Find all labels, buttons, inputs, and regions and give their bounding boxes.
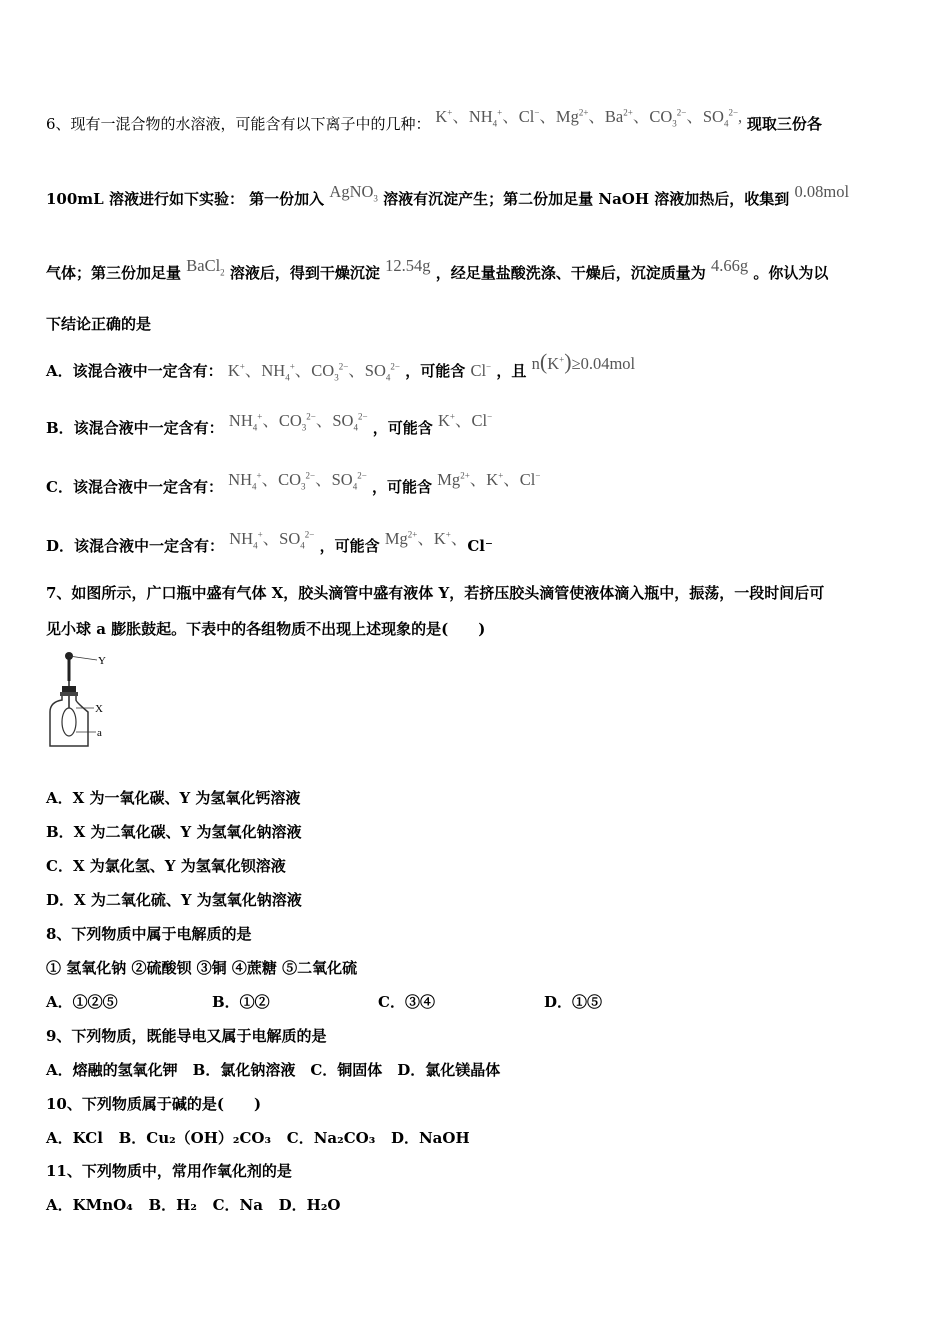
formula-opt-c-ions: $NH_4^+$、$CO_3^{2-}$、$SO_4^{2-}$ — [228, 470, 367, 492]
q6-option-c: C．该混合液中一定含有： $NH_4^+$、$CO_3^{2-}$、$SO_4^{2-}$ ，可能含 $Mg^{2+}$、K+、Cl− — [46, 470, 541, 496]
apparatus-figure — [42, 650, 122, 750]
q7-line-1: 7、如图所示，广口瓶中盛有气体 X，胶头滴管中盛有液体 Y，若挤压胶头滴管使液体滴入瓶中，振荡，一段时间后可 — [46, 584, 825, 602]
formula-cl: Cl− — [470, 361, 492, 380]
q8-items: ① 氢氧化钠 ②硫酸钡 ③铜 ④蔗糖 ⑤二氧化硫 — [46, 959, 358, 977]
formula-agno3: AgNO$_3$ — [329, 182, 378, 204]
q7-option-c: C．X 为氯化氢、Y 为氢氧化钡溶液 — [46, 857, 286, 875]
formula-n-k: n(K+) — [531, 349, 572, 374]
q6-line-1: 6、现有一混合物的水溶液，可能含有以下离子中的几种： K+、$NH_4^+$、Cl−、$Mg^{2+}$、$Ba^{2+}$、$CO_3^{2-}$、$SO_4^{2-}$, 现取三份各 — [46, 107, 822, 133]
q7-option-b: B．X 为二氧化碳、Y 为氢氧化钠溶液 — [46, 823, 302, 841]
formula-opt-b-possible: K+、Cl− — [438, 411, 493, 430]
q8-options: A．①②⑤ B．①② C．③④ D．①⑤ — [46, 993, 603, 1011]
mass-precipitate-1: 12.54g — [385, 256, 431, 275]
figure-label-y: Y — [98, 655, 106, 667]
q10-stem: 10、下列物质属于碱的是( ) — [46, 1095, 262, 1113]
q6-option-a: A．该混合液中一定含有： K+、$NH_4^+$、$CO_3^{2-}$、$SO_4^{2-}$ ，可能含 Cl− ，且 n(K+)≥0.04mol — [46, 349, 636, 383]
formula-opt-b-ions: $NH_4^+$、$CO_3^{2-}$、$SO_4^{2-}$ — [228, 411, 368, 433]
q9-options: A．熔融的氢氧化钾 B．氯化钠溶液 C．铜固体 D．氯化镁晶体 — [46, 1061, 501, 1079]
q7-option-d: D．X 为二氧化硫、Y 为氢氧化钠溶液 — [46, 891, 302, 909]
inequality: ≥0.04mol — [571, 354, 636, 373]
formula-opt-d-possible: $Mg^{2+}$、K+、 — [384, 529, 468, 548]
figure-label-x: X — [95, 703, 103, 715]
q9-stem: 9、下列物质，既能导电又属于电解质的是 — [46, 1027, 327, 1045]
q11-options: A．KMnO₄ B．H₂ C．Na D．H₂O — [46, 1196, 341, 1214]
q6-line-3: 气体；第三份加足量 BaCl$_2$ 溶液后，得到干燥沉淀 12.54g ，经足量盐酸洗涤、干燥后，沉淀质量为 4.66g 。你认为以 — [46, 256, 829, 282]
q6-option-b: B．该混合液中一定含有： $NH_4^+$、$CO_3^{2-}$、$SO_4^{2-}$ ，可能含 K+、Cl− — [46, 411, 493, 437]
formula-bacl2: BaCl$_2$ — [186, 256, 225, 278]
q6-line-4: 下结论正确的是 — [46, 315, 152, 333]
figure-label-a: a — [97, 727, 102, 739]
formula-opt-a-ions: K+、$NH_4^+$、$CO_3^{2-}$、$SO_4^{2-}$ — [227, 361, 400, 383]
q10-options: A．KCl B．Cu₂（OH）₂CO₃ C．Na₂CO₃ D．NaOH — [46, 1129, 470, 1147]
formula-opt-d-ions: $NH_4^+$、$SO_4^{2-}$ — [229, 529, 315, 551]
q7-line-2: 见小球 a 膨胀鼓起。下表中的各组物质不出现上述现象的是( ) — [46, 620, 486, 638]
q6-option-d: D．该混合液中一定含有： $NH_4^+$、$SO_4^{2-}$ ，可能含 $Mg^{2+}$、K+、Cl⁻ — [46, 529, 493, 555]
q8-stem: 8、下列物质中属于电解质的是 — [46, 925, 252, 943]
q6-line-2: 100mL 溶液进行如下实验： 第一份加入 AgNO$_3$ 溶液有沉淀产生；第二份加足量 NaOH 溶液加热后，收集到 0.08mol — [46, 182, 850, 208]
q7-option-a: A．X 为一氧化碳、Y 为氢氧化钙溶液 — [46, 789, 301, 807]
amount-gas: 0.08mol — [794, 182, 850, 201]
ion-list-formula: K+、$NH_4^+$、Cl−、$Mg^{2+}$、$Ba^{2+}$、$CO_3^{2-}$、$SO_4^{2-}$, — [435, 107, 743, 129]
mass-precipitate-2: 4.66g — [711, 256, 749, 275]
formula-opt-c-possible: $Mg^{2+}$、K+、Cl− — [437, 470, 541, 489]
q11-stem: 11、下列物质中，常用作氧化剂的是 — [46, 1162, 292, 1180]
